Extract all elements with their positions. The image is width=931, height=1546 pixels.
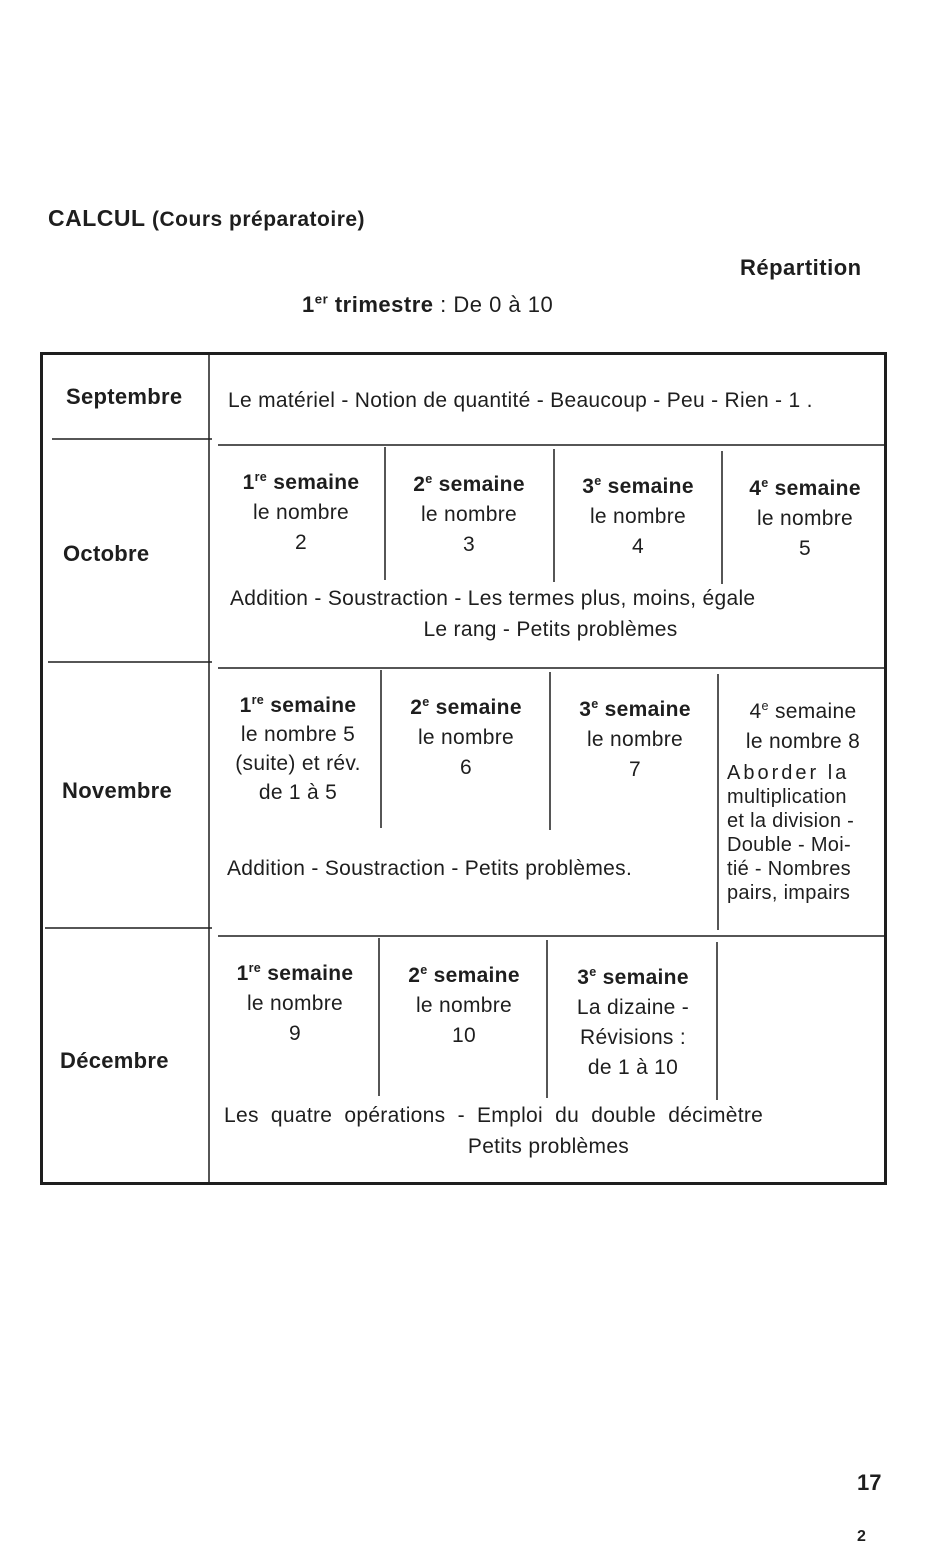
repartition-heading: Répartition: [740, 255, 862, 280]
title-sub: (Cours préparatoire): [152, 208, 366, 231]
decembre-week-2: 2e semaine le nombre 10: [408, 963, 520, 1047]
octobre-week-1: 1re semaine le nombre 2: [242, 470, 360, 554]
month-decembre: Décembre: [60, 1048, 169, 1073]
trimestre-range: : De 0 à 10: [440, 292, 554, 317]
septembre-content: Le matériel - Notion de quantité - Beaucoup - Peu - Rien - 1 .: [228, 389, 813, 412]
decembre-footer-1: Les quatre opérations - Emploi du double décimètre: [224, 1104, 764, 1127]
trimestre-ordinal: 1: [302, 292, 315, 317]
novembre-week-3: 3e semaine le nombre 7: [579, 697, 691, 781]
octobre-week-4: 4e semaine le nombre 5: [749, 476, 861, 560]
page-number: 17: [857, 1470, 882, 1495]
octobre-week-3: 3e semaine le nombre 4: [582, 474, 694, 558]
decembre-footer-2: Petits problèmes: [467, 1135, 630, 1158]
trimestre-ordinal-sup: er: [314, 291, 329, 307]
novembre-week-4: 4e semaine le nombre 8 Aborder la multiplication et la division - Double - Moi- tié - Nombres pairs, impairs: [727, 699, 861, 904]
decembre-week-1: 1re semaine le nombre 9: [236, 961, 354, 1045]
novembre-footer-1: Addition - Soustraction - Petits problèmes.: [227, 857, 633, 880]
month-novembre: Novembre: [62, 778, 172, 803]
trimestre-heading: [302, 292, 553, 318]
document-title: [48, 205, 365, 232]
month-octobre: Octobre: [63, 541, 150, 566]
trimestre-label: trimestre: [334, 292, 434, 317]
octobre-footer-2: Le rang - Petits problèmes: [423, 618, 678, 641]
novembre-week-2: 2e semaine le nombre 6: [410, 695, 522, 779]
octobre-footer-1: Addition - Soustraction - Les termes plus, moins, égale: [230, 587, 756, 610]
signature-mark: 2: [857, 1528, 866, 1545]
novembre-week-1: 1re semaine le nombre 5 (suite) et rév. de 1 à 5: [235, 693, 361, 804]
octobre-week-2: 2e semaine le nombre 3: [413, 472, 525, 556]
month-septembre: Septembre: [66, 384, 183, 409]
decembre-week-3: 3e semaine La dizaine - Révisions : de 1 à 10: [576, 965, 690, 1079]
title-main: CALCUL: [48, 205, 146, 231]
